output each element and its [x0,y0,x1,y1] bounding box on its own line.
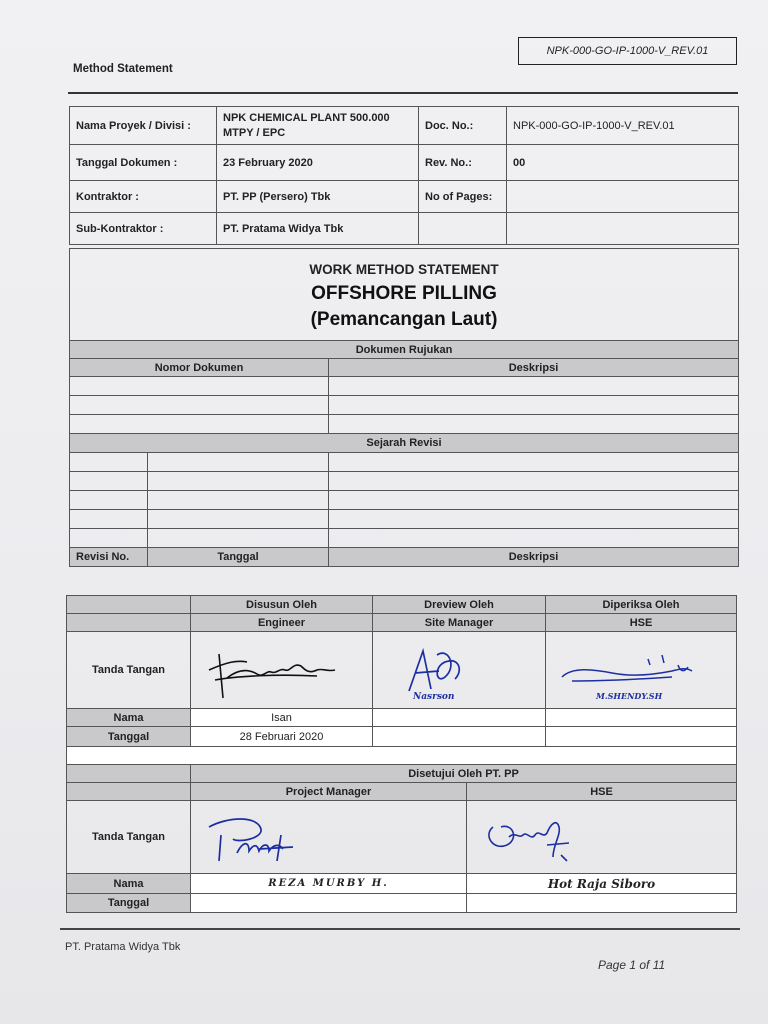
role-hse: HSE [546,614,737,632]
hse-approval-signature [467,801,737,874]
doc-no-value: NPK-000-GO-IP-1000-V_REV.01 [507,107,739,145]
approved-by-header: Disetujui Oleh PT. PP [191,765,737,783]
page-number: Page 1 of 11 [598,958,666,972]
checked-by-header: Diperiksa Oleh [546,596,737,614]
rev-value: 00 [507,145,739,181]
wms-heading: WORK METHOD STATEMENT [309,262,499,277]
wms-title: OFFSHORE PILLING [311,283,497,304]
date-label: Tanggal Dokumen : [70,145,217,181]
engineer-signature-mark [197,640,347,700]
footer-company: PT. Pratama Widya Tbk [65,941,181,953]
contractor-label: Kontraktor : [70,181,217,213]
role-project-manager: Project Manager [191,783,467,801]
ref-row-2-number [70,396,329,415]
project-info-table [69,106,739,245]
project-manager-signature [191,801,467,874]
subcontractor-value: PT. Pratama Widya Tbk [217,213,419,245]
site-manager-signature [373,632,546,709]
date-label: Tanggal [67,727,191,747]
ref-row-3-desc [329,415,739,434]
engineer-signature [191,632,373,709]
header-divider [68,92,738,94]
revisions-title: Sejarah Revisi [70,434,739,453]
name-label: Nama [67,874,191,894]
hse-signature-text: M.SHENDY.SH [596,691,663,701]
ref-row-2-desc [329,396,739,415]
project-manager-name: REZA MURBY H. [191,874,467,894]
signature-label: Tanda Tangan [67,632,191,709]
ref-row-3-number [70,415,329,434]
name-label: Nama [67,709,191,727]
subcontractor-label: Sub-Kontraktor : [70,213,217,245]
role-hse-approval: HSE [467,783,737,801]
hse-signature-mark [552,637,702,703]
pages-label: No of Pages: [419,181,507,213]
footer-divider [60,928,740,930]
project-manager-signature-mark [197,805,327,869]
section-title: Method Statement [73,63,173,75]
ref-col-number: Nomor Dokumen [70,359,329,377]
site-manager-signature-mark [379,637,489,703]
rev-label: Rev. No.: [419,145,507,181]
ref-col-description: Deskripsi [329,359,739,377]
project-value: NPK CHEMICAL PLANT 500.000 MTPY / EPC [217,107,419,145]
hse-approval-name: Hot Raja Siboro [467,874,737,894]
rev-col-date: Tanggal [148,548,329,567]
date-label: Tanggal [67,894,191,913]
rev-col-number: Revisi No. [70,548,148,567]
rev-col-description: Deskripsi [329,548,739,567]
doc-ref-box: NPK-000-GO-IP-1000-V_REV.01 [518,37,737,65]
engineer-name: Isan [191,709,373,727]
prepared-by-header: Disusun Oleh [191,596,373,614]
reviewed-by-header: Dreview Oleh [373,596,546,614]
site-manager-signature-text: Nasrson [413,692,455,702]
doc-no-label: Doc. No.: [419,107,507,145]
ref-row-1-number [70,377,329,396]
title-and-history-table [69,248,739,567]
hse-approval-signature-mark [473,805,593,869]
work-method-title-block [70,249,739,341]
approval-table-prepared [66,595,737,765]
contractor-value: PT. PP (Persero) Tbk [217,181,419,213]
role-engineer: Engineer [191,614,373,632]
role-site-manager: Site Manager [373,614,546,632]
ref-row-1-desc [329,377,739,396]
approval-table-approved [66,764,737,913]
signature-label: Tanda Tangan [67,801,191,874]
engineer-date: 28 Februari 2020 [191,727,373,747]
project-label: Nama Proyek / Divisi : [70,107,217,145]
pages-value [507,181,739,213]
date-value: 23 February 2020 [217,145,419,181]
references-title: Dokumen Rujukan [70,341,739,359]
hse-signature [546,632,737,709]
wms-subtitle: (Pemancangan Laut) [310,309,498,330]
